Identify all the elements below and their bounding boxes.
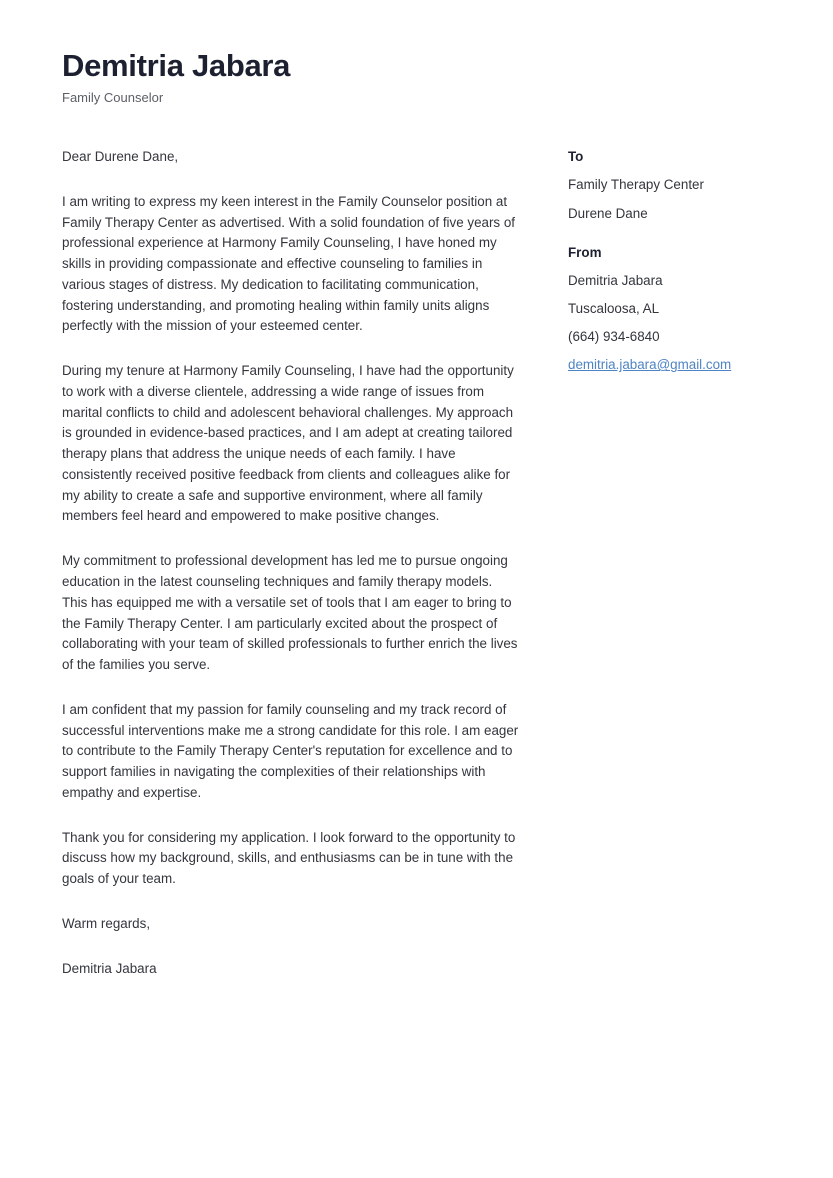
recipient-block bbox=[568, 148, 788, 223]
recipient-company: Family Therapy Center bbox=[568, 177, 704, 193]
letter-body bbox=[62, 147, 520, 980]
recipient-heading: To bbox=[568, 149, 584, 164]
body-paragraph: During my tenure at Harmony Family Counseling, I have had the opportunity to work with a diverse clientele, addressing a wide range of issues from marital conflicts to child and adolescent behavioral challenges. My approach is grounded in evidence-based practices, and I am adept at creating tailored therapy plans that address the unique needs of each family. I have consistently received positive feedback from clients and colleagues alike for my ability to create a safe and supportive environment, where all family members feel heard and empowered to make positive changes. bbox=[62, 363, 514, 524]
sender-block bbox=[568, 244, 788, 375]
body-paragraph: My commitment to professional development has led me to pursue ongoing education in the latest counseling techniques and family therapy models. This has equipped me with a versatile set of tools that I am eager to bring to the Family Therapy Center. I am particularly excited about the prospect of collaborating with your team of skilled professionals to further enrich the lives of the families you serve. bbox=[62, 553, 518, 673]
recipient-contact: Durene Dane bbox=[568, 205, 648, 221]
closing-line: Warm regards, bbox=[62, 915, 151, 931]
sender-heading: From bbox=[568, 244, 602, 260]
salutation: Dear Durene Dane, bbox=[62, 149, 179, 164]
body-paragraph: I am writing to express my keen interest in the Family Counselor position at Family Therapy Center as advertised. With a solid foundation of five years of professional experience at Harmony Family Counseling, I have honed my skills in providing compassionate and effective counseling to families in various stages of distress. My dedication to facilitating communication, fostering understanding, and promoting healing within family units aligns perfectly with the mission of your esteemed center. bbox=[62, 193, 516, 334]
signature-name: Demitria Jabara bbox=[62, 960, 157, 976]
letter-header bbox=[62, 48, 562, 107]
candidate-role: Family Counselor bbox=[62, 89, 164, 105]
sender-phone: (664) 934-6840 bbox=[568, 329, 660, 345]
body-paragraph: I am confident that my passion for family counseling and my track record of successful interventions make me a strong candidate for this role. I am eager to contribute to the Family Therapy Center's reputation for excellence and to support families in navigating the complexities of their relationships with empathy and expertise. bbox=[62, 701, 519, 800]
body-paragraph: Thank you for considering my application. I look forward to the opportunity to discuss how my background, skills, and enthusiasms can be in tune with the goals of your team. bbox=[62, 829, 516, 887]
sender-email-link[interactable]: demitria.jabara@gmail.com bbox=[568, 357, 732, 373]
sender-name: Demitria Jabara bbox=[568, 273, 663, 289]
page-title: Demitria Jabara bbox=[62, 48, 291, 83]
letter-meta-column bbox=[568, 148, 788, 374]
sender-location: Tuscaloosa, AL bbox=[568, 301, 660, 317]
